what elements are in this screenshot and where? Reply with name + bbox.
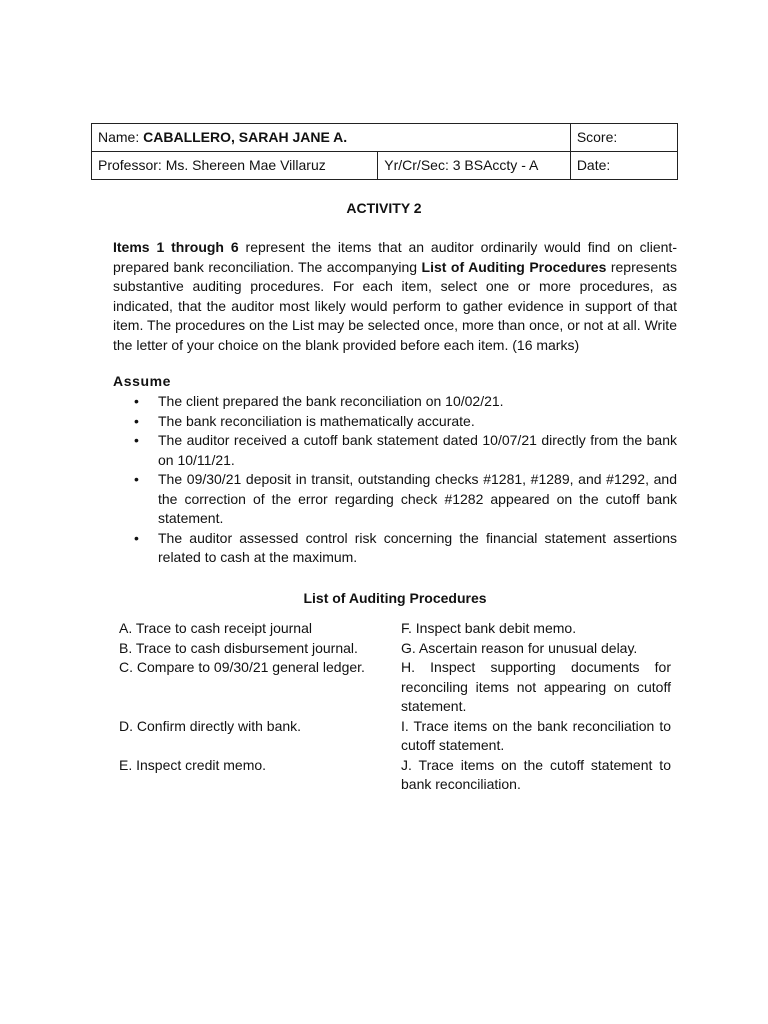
assume-heading: Assume [113, 373, 172, 389]
table-row [119, 619, 671, 639]
bullet-icon: • [134, 529, 139, 546]
name-label: Name: [98, 128, 140, 145]
instructions-paragraph [113, 238, 677, 355]
professor-text: Professor: Ms. Shereen Mae Villaruz [98, 156, 326, 173]
activity-title: ACTIVITY 2 [346, 200, 422, 216]
assumption-text: The bank reconciliation is mathematically accurate. [158, 412, 475, 429]
assumption-text: The auditor assessed control risk concerning the financial statement assertions related to cash at the maximum. [158, 529, 677, 565]
list-item [113, 470, 677, 529]
assumption-text: The auditor received a cutoff bank statement dated 10/07/21 directly from the bank on 10/11/21. [158, 432, 677, 468]
procedure-e: E. Inspect credit memo. [119, 756, 267, 773]
table-row [119, 717, 671, 756]
assumptions-list [113, 392, 677, 568]
procedure-a: A. Trace to cash receipt journal [119, 620, 312, 636]
bullet-icon: • [134, 412, 139, 429]
list-item [113, 392, 677, 412]
year-section-cell [378, 152, 571, 180]
procedure-c: C. Compare to 09/30/21 general ledger. [119, 659, 365, 675]
year-section-text: Yr/Cr/Sec: 3 BSAccty - A [384, 156, 539, 173]
procedure-g: G. Ascertain reason for unusual delay. [401, 639, 638, 656]
procedure-f: F. Inspect bank debit memo. [401, 620, 577, 636]
intro-text-2: represents substantive auditing procedures. For each item, select one or more procedures, as indicated, that the auditor most likely would perform to gather evidence in support of that item. The procedures on the List may be selected once, more than once, or not at all. Write the letter of your choice on the blank provided before each item. (16 marks) [113, 258, 677, 353]
score-label: Score: [576, 128, 618, 145]
list-item [113, 431, 677, 470]
bullet-icon: • [134, 432, 139, 448]
list-item [113, 412, 677, 432]
bullet-icon: • [134, 471, 139, 487]
assumption-text: The 09/30/21 deposit in transit, outstanding checks #1281, #1289, and #1292, and the correction of the error regarding check #1282 appeared on the cutoff bank statement. [158, 471, 677, 526]
assumption-text: The client prepared the bank reconciliation on 10/02/21. [158, 393, 504, 409]
procedures-title: List of Auditing Procedures [303, 590, 487, 606]
table-row [119, 639, 671, 659]
table-row [119, 658, 671, 717]
procedure-h: H. Inspect supporting documents for reconciling items not appearing on cutoff statement. [401, 659, 671, 714]
professor-cell [92, 152, 378, 180]
bullet-icon: • [134, 393, 139, 409]
procedure-b: B. Trace to cash disbursement journal. [119, 639, 358, 656]
table-row [119, 756, 671, 795]
intro-bold-list: List of Auditing Procedures [421, 258, 607, 275]
intro-bold-items: Items 1 through 6 [113, 239, 239, 255]
date-cell [570, 152, 677, 180]
procedure-d: D. Confirm directly with bank. [119, 717, 302, 734]
student-name: CABALLERO, SARAH JANE A. [143, 128, 348, 145]
procedure-j: J. Trace items on the cutoff statement to bank reconciliation. [401, 756, 671, 792]
procedure-i: I. Trace items on the bank reconciliation to cutoff statement. [401, 717, 671, 753]
name-cell [92, 124, 571, 152]
list-item [113, 529, 677, 568]
header-table [91, 123, 678, 180]
procedures-table [119, 619, 671, 795]
intro-text-1: represent the items that an auditor ordinarily would find on client-prepared bank reconciliation. The accompanying [113, 239, 677, 275]
date-label: Date: [576, 156, 611, 173]
score-cell [570, 124, 677, 152]
